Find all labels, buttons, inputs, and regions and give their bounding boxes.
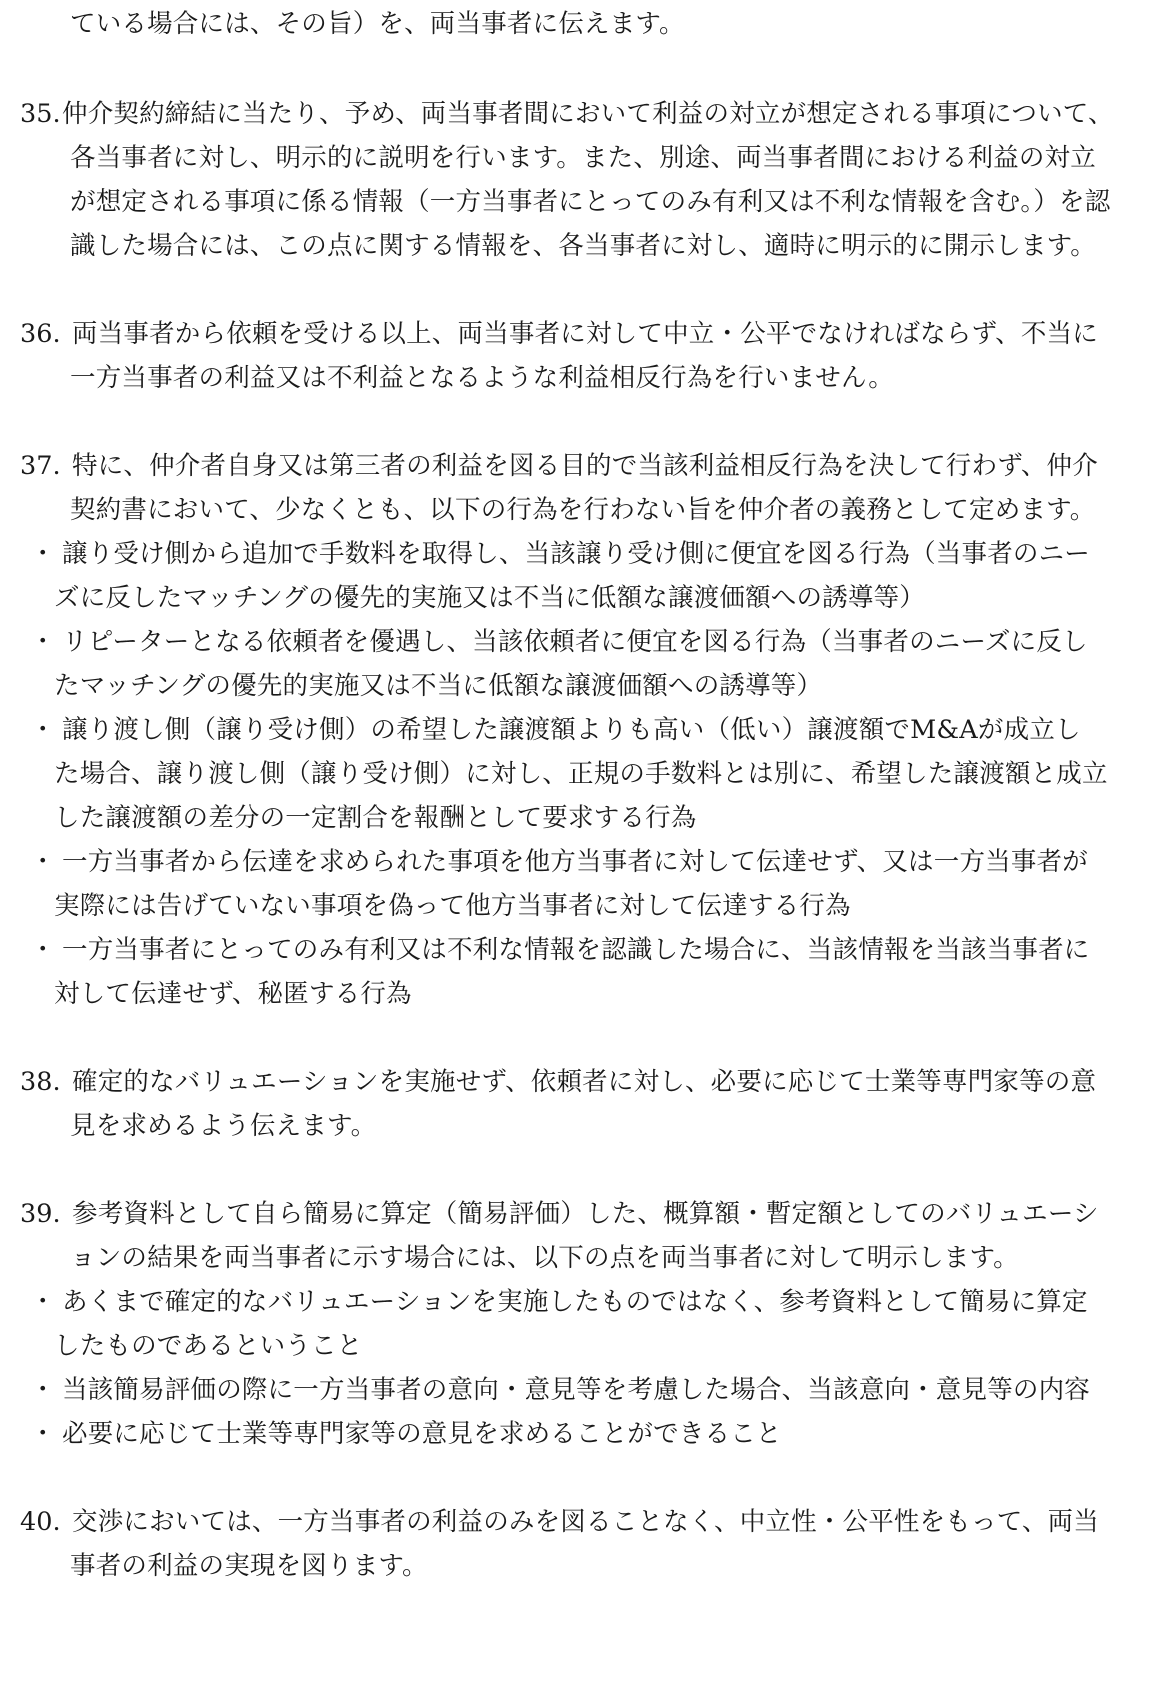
item-39-bullet-1-line-2: したものであるということ <box>54 1331 363 1361</box>
item-36-line-1: 両当事者から依頼を受ける以上、両当事者に対して中立・公平でなければならず、不当に <box>72 319 1098 349</box>
item-37-bullet-3-line-2: た場合、譲り渡し側（譲り受け側）に対し、正規の手数料とは別に、希望した譲渡額と成立 <box>54 759 1108 789</box>
bullet-mark: ・ <box>30 935 56 965</box>
item-37-bullet-3-line-3: した譲渡額の差分の一定割合を報酬として要求する行為 <box>54 803 697 833</box>
bullet-mark: ・ <box>30 715 56 745</box>
item-number-39: 39. <box>20 1199 61 1229</box>
item-37-bullet-4-line-1: 一方当事者から伝達を求められた事項を他方当事者に対して伝達せず、又は一方当事者が <box>62 847 1088 877</box>
item-35-line-3: が想定される事項に係る情報（一方当事者にとってのみ有利又は不利な情報を含む。）を認 <box>70 187 1111 217</box>
item-40-line-2: 事者の利益の実現を図ります。 <box>70 1551 428 1581</box>
item-39-line-2: ョンの結果を両当事者に示す場合には、以下の点を両当事者に対して明示します。 <box>70 1243 1019 1273</box>
item-37-line-2: 契約書において、少なくとも、以下の行為を行わない旨を仲介者の義務として定めます。 <box>70 495 1096 525</box>
item-number-35: 35. <box>20 99 61 129</box>
item-37-bullet-2-line-2: たマッチングの優先的実施又は不当に低額な譲渡価額への誘導等） <box>54 671 823 701</box>
item-37-bullet-5-line-1: 一方当事者にとってのみ有利又は不利な情報を認識した場合に、当該情報を当該当事者に <box>62 935 1090 965</box>
item-37-bullet-3-line-1: 譲り渡し側（譲り受け側）の希望した譲渡額よりも高い（低い）譲渡額でM&Aが成立し <box>62 715 1081 745</box>
bullet-mark: ・ <box>30 847 56 877</box>
bullet-mark: ・ <box>30 627 56 657</box>
item-37-line-1: 特に、仲介者自身又は第三者の利益を図る目的で当該利益相反行為を決して行わず、仲介 <box>72 451 1098 481</box>
item-35-line-1: 仲介契約締結に当たり、予め、両当事者間において利益の対立が想定される事項について、 <box>62 99 1114 129</box>
bullet-mark: ・ <box>30 1419 56 1449</box>
item-35-line-4: 識した場合には、この点に関する情報を、各当事者に対し、適時に明示的に開示します。 <box>70 231 1096 261</box>
item-37-bullet-5-line-2: 対して伝達せず、秘匿する行為 <box>54 979 412 1009</box>
item-35-line-2: 各当事者に対し、明示的に説明を行います。また、別途、両当事者間における利益の対立 <box>70 143 1096 173</box>
bullet-mark: ・ <box>30 1375 56 1405</box>
bullet-mark: ・ <box>30 539 56 569</box>
item-number-37: 37. <box>20 451 61 481</box>
item-40-line-1: 交渉においては、一方当事者の利益のみを図ることなく、中立性・公平性をもって、両当 <box>72 1507 1099 1537</box>
item-37-bullet-1-line-1: 譲り受け側から追加で手数料を取得し、当該譲り受け側に便宜を図る行為（当事者のニー <box>62 539 1091 569</box>
item-37-bullet-4-line-2: 実際には告げていない事項を偽って他方当事者に対して伝達する行為 <box>54 891 851 921</box>
item-36-line-2: 一方当事者の利益又は不利益となるような利益相反行為を行いません。 <box>70 363 894 393</box>
item-number-38: 38. <box>20 1067 61 1097</box>
item-number-40: 40. <box>20 1507 61 1537</box>
item-number-36: 36. <box>20 319 61 349</box>
continuation-line: ている場合には、その旨）を、両当事者に伝えます。 <box>70 9 685 39</box>
item-37-bullet-2-line-1: リピーターとなる依頼者を優遇し、当該依頼者に便宜を図る行為（当事者のニーズに反し <box>62 627 1088 657</box>
item-37-bullet-1-line-2: ズに反したマッチングの優先的実施又は不当に低額な譲渡価額への誘導等） <box>54 583 925 613</box>
bullet-mark: ・ <box>30 1287 56 1317</box>
item-38-line-2: 見を求めるよう伝えます。 <box>70 1111 377 1141</box>
item-39-bullet-2-line-1: 当該簡易評価の際に一方当事者の意向・意見等を考慮した場合、当該意向・意見等の内容 <box>62 1375 1091 1405</box>
item-38-line-1: 確定的なバリュエーションを実施せず、依頼者に対し、必要に応じて士業等専門家等の意 <box>72 1067 1097 1097</box>
item-39-bullet-1-line-1: あくまで確定的なバリュエーションを実施したものではなく、参考資料として簡易に算定 <box>62 1287 1088 1317</box>
item-39-line-1: 参考資料として自ら簡易に算定（簡易評価）した、概算額・暫定額としてのバリュエーシ <box>72 1199 1099 1229</box>
item-39-bullet-3-line-1: 必要に応じて士業等専門家等の意見を求めることができること <box>62 1419 782 1449</box>
